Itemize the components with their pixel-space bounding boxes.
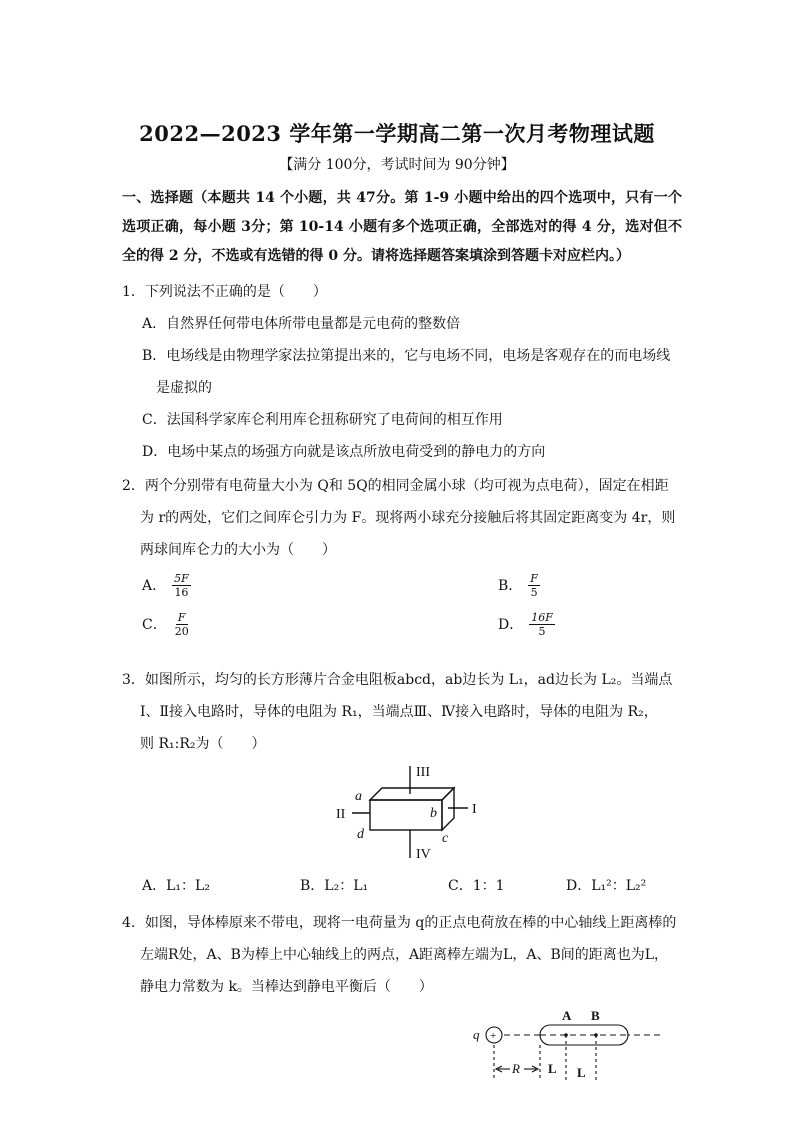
question-3 xyxy=(122,664,678,760)
question-2 xyxy=(122,470,678,638)
question-2-options-row-1 xyxy=(122,572,678,599)
question-1-option-a: A．自然界任何带电体所带电量都是元电荷的整数倍 xyxy=(142,316,461,332)
label-plus-sign: + xyxy=(490,1030,497,1042)
question-2-stem: 2．两个分别带有电荷量大小为 Q和 5Q的相同金属小球（均可视为点电荷），固定在相距为 r的两处，它们之间库仑引力为 F。现将两小球充分接触后将其固定距离变为 4r，则两球间库仑力的大小为（ ） xyxy=(122,478,676,558)
label-corner-b: b xyxy=(430,806,437,821)
question-4 xyxy=(122,907,678,1003)
fraction xyxy=(173,611,191,638)
question-1 xyxy=(122,276,678,468)
denominator: 5 xyxy=(530,586,538,599)
question-4-stem: 4．如图，导体棒原来不带电，现将一电荷量为 q的正点电荷放在棒的中心轴线上距离棒的左端R处，A、B为棒上中心轴线上的两点，A距离棒左端为L，A、B间的距离也为L，静电力常数为 k。当棒达到静电平衡后（ ） xyxy=(122,915,677,995)
label-distance-r: R xyxy=(512,1061,520,1076)
label-charge-q: q xyxy=(473,1027,480,1042)
label-distance-l2: L xyxy=(577,1065,586,1080)
point-b-marker xyxy=(594,1033,598,1037)
label-corner-a: a xyxy=(355,789,362,804)
numerator: F xyxy=(530,572,538,585)
denominator: 20 xyxy=(174,625,189,638)
label-terminal-iv: IV xyxy=(416,847,431,862)
question-1-option-b: B．电场线是由物理学家法拉第提出来的，它与电场不同，电场是客观存在的而电场线是虚拟的 xyxy=(142,348,671,396)
option-label: D． xyxy=(498,616,524,633)
numerator: 5F xyxy=(174,572,189,585)
point-a-marker xyxy=(564,1033,568,1037)
numerator: F xyxy=(177,611,186,624)
question-2-option-c xyxy=(142,611,498,638)
label-corner-c: c xyxy=(442,831,449,846)
label-terminal-i: I xyxy=(472,802,477,817)
label-distance-l1: L xyxy=(548,1061,557,1076)
question-1-option-c: C．法国科学家库仑利用库仑扭称研究了电荷间的相互作用 xyxy=(142,412,503,428)
fraction xyxy=(529,611,555,638)
question-3-stem-continued: 则 R₁:R₂为（ ） xyxy=(140,736,266,752)
label-corner-d: d xyxy=(357,827,364,842)
question-3-option-a: A．L₁：L₂ xyxy=(142,878,210,894)
plate-side-face xyxy=(442,788,454,830)
label-terminal-iii: III xyxy=(416,765,430,780)
numerator: 16F xyxy=(531,611,553,624)
question-3-options xyxy=(122,870,678,902)
fraction xyxy=(528,572,540,599)
question-2-option-b xyxy=(498,572,540,599)
question-3-option-d: D．L₁²：L₂² xyxy=(566,878,647,894)
exam-info: 【满分 100分，考试时间为 90分钟】 xyxy=(279,157,515,173)
denominator: 16 xyxy=(174,586,189,599)
question-3-stem: 3．如图所示，均匀的长方形薄片合金电阻板abcd，ab边长为 L₁，ad边长为 L₂。当端点Ⅰ、Ⅱ接入电路时，导体的电阻为 R₁，当端点Ⅲ、Ⅳ接入电路时，导体的电阻为 R₂， xyxy=(122,672,673,720)
question-2-options-row-2 xyxy=(122,611,678,638)
resistor-plate-diagram xyxy=(330,760,490,865)
question-1-stem: 1．下列说法不正确的是（ ） xyxy=(122,284,327,300)
option-label: A． xyxy=(142,577,167,594)
question-2-option-d xyxy=(498,611,555,638)
fraction xyxy=(172,572,191,599)
question-3-option-b: B．L₂：L₁ xyxy=(300,878,369,894)
option-label: B． xyxy=(498,577,523,594)
plate-top-face xyxy=(370,788,454,800)
label-point-a: A xyxy=(562,1008,572,1023)
denominator: 5 xyxy=(538,625,546,638)
page-title: 2022—2023 学年第一学期高二第一次月考物理试题 xyxy=(139,121,655,146)
option-label: C． xyxy=(142,616,167,633)
label-point-b: B xyxy=(591,1008,600,1023)
conductor-rod-diagram xyxy=(468,1005,668,1085)
question-2-option-a xyxy=(142,572,498,599)
question-3-options-row xyxy=(122,870,678,902)
section-instructions: 一、选择题（本题共 14 个小题，共 47分。第 1-9 小题中给出的四个选项中，只有一个选项正确，每小题 3分；第 10-14 小题有多个选项正确，全部选对的得 4 分，选对但不全的得 2 分，不选或有选错的得 0 分。请将选择题答案填涂到答题卡对应栏内。） xyxy=(122,190,682,264)
question-3-option-c: C．1：1 xyxy=(448,878,505,894)
question-1-option-d: D．电场中某点的场强方向就是该点所放电荷受到的静电力的方向 xyxy=(142,444,546,460)
label-terminal-ii: II xyxy=(336,807,346,822)
